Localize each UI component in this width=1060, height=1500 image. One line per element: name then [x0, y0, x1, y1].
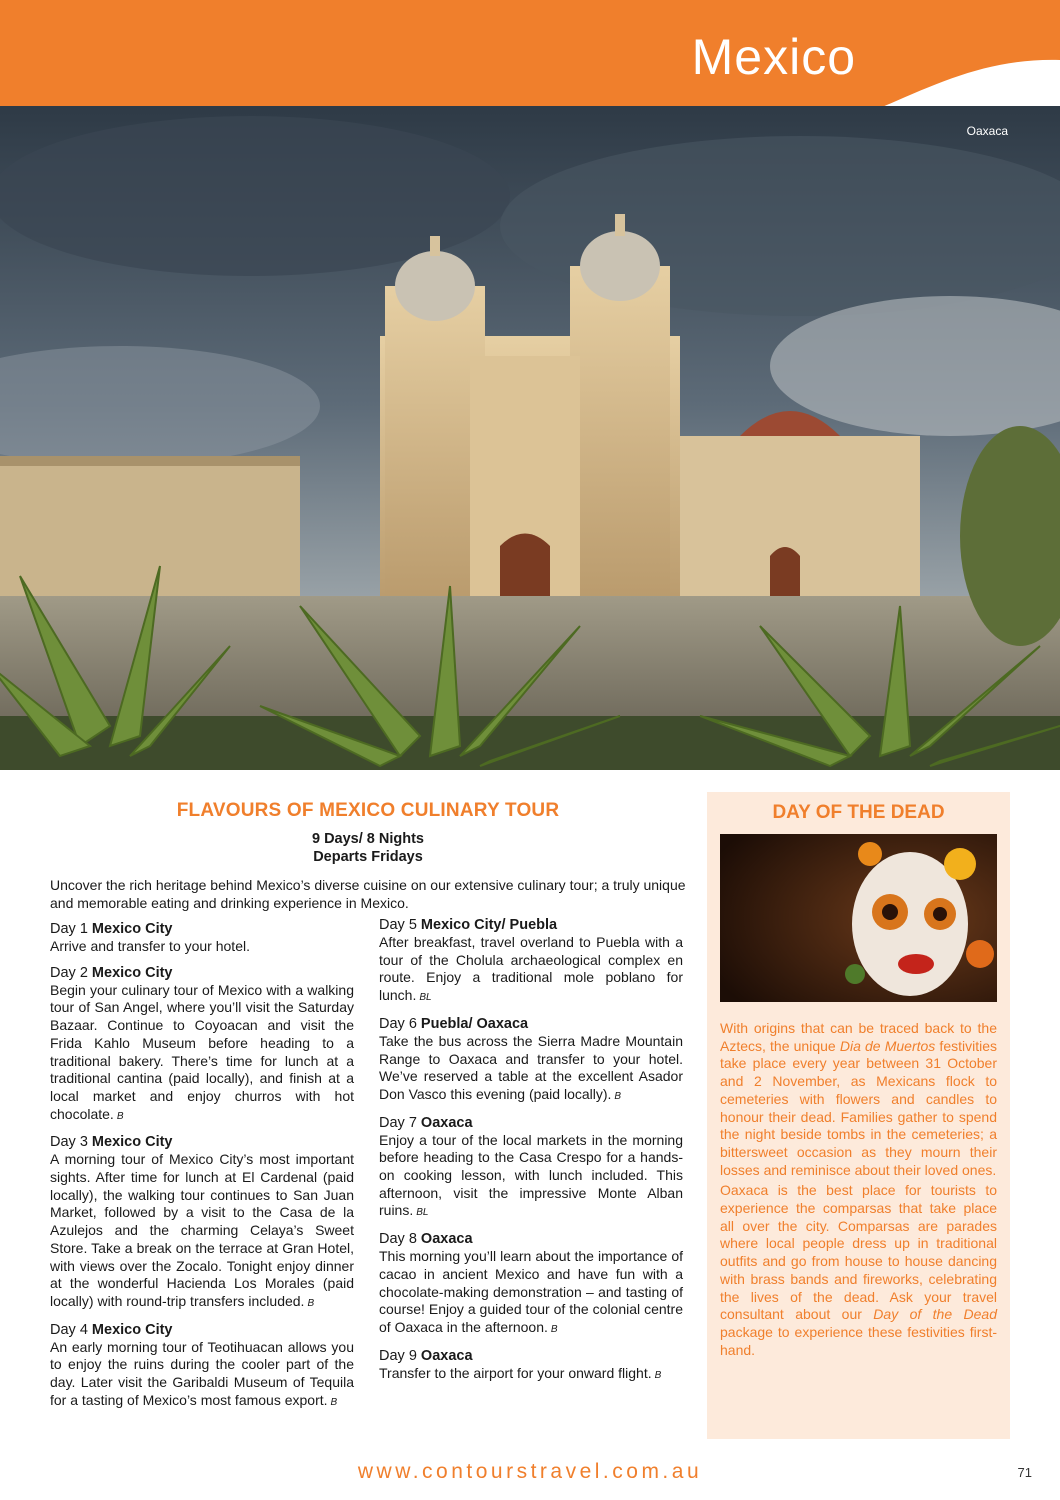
meal-code: B	[116, 1110, 124, 1122]
itinerary-day	[379, 1347, 683, 1385]
day-of-the-dead-panel	[707, 792, 1010, 1439]
tour-departs: Departs Fridays	[313, 849, 423, 865]
day-heading: Day 4 Mexico City	[50, 1321, 173, 1338]
meal-code: B	[614, 1090, 622, 1102]
tour-duration: 9 Days/ 8 Nights	[311, 831, 424, 847]
itinerary-day	[50, 964, 354, 1126]
day-heading: Day 7 Oaxaca	[379, 1114, 473, 1131]
tour-summary	[50, 830, 686, 866]
page-header	[0, 0, 1060, 108]
day-heading: Day 2 Mexico City	[50, 964, 173, 981]
day-heading: Day 1 Mexico City	[50, 921, 173, 937]
country-title: Mexico	[691, 29, 856, 85]
cathedral-photo	[0, 106, 1060, 770]
photo-caption: Oaxaca	[966, 124, 1008, 138]
itinerary-day	[379, 1015, 683, 1106]
day-description: An early morning tour of Teotihuacan allows you to enjoy the ruins during the cooler part of the day. Later visit the Garibaldi Museum of Tequila for a tasting of Mexico’s most famous export. B	[50, 1338, 354, 1408]
sidebar-paragraph: With origins that can be traced back to the Aztecs, the unique Dia de Muertos festivities take place every year between 31 October and 2 November, as Mexicans flock to cemeteries with flowers and candles to honour their dead. Families gather to spend the night beside tombs in the cemeteries; a bittersweet occasion as they mourn their losses and reminisce about their loved ones.	[720, 1020, 997, 1178]
sugar-skull-image	[720, 834, 997, 1002]
day-description: Begin your culinary tour of Mexico with a walking tour of San Angel, where you’ll visit the Saturday Bazaar. Continue to Coyoacan and visit the Frida Kahlo Museum before heading to a traditional bakery. There’s time for lunch at a traditional cantina (paid locally), and finish at a local market and enjoy churros with hot chocolate. B	[50, 981, 354, 1122]
sidebar-title: DAY OF THE DEAD	[772, 802, 945, 823]
itinerary-day	[379, 1230, 683, 1339]
itinerary-day	[50, 920, 354, 956]
day-heading: Day 8 Oaxaca	[379, 1231, 473, 1248]
day-description: Arrive and transfer to your hotel.	[50, 938, 250, 954]
day-heading: Day 9 Oaxaca	[379, 1347, 473, 1364]
tour-intro: Uncover the rich heritage behind Mexico’s diverse cuisine on our extensive culinary tour; a truly unique and memorable eating and drinking experience in Mexico.	[50, 877, 686, 911]
sugar-skull-photo	[720, 834, 997, 1002]
tour-section	[50, 800, 686, 1408]
page-number: 71	[1017, 1465, 1032, 1480]
day-description: This morning you’ll learn about the importance of cacao in ancient Mexico and have fun with a chocolate-making demonstration – and tasting of course! Enjoy a guided tour of the colonial centre of Oaxaca in the afternoon. B	[379, 1248, 683, 1335]
meal-code: B	[330, 1396, 338, 1408]
meal-code: B	[654, 1369, 662, 1381]
meal-code: B	[307, 1297, 315, 1309]
itinerary-day	[50, 1133, 354, 1312]
meal-code: BL	[419, 992, 432, 1004]
day-description: A morning tour of Mexico City’s most important sights. After time for lunch at El Cardenal (paid locally), the walking tour continues to San Juan Market, followed by a visit to the Casa de la Azulejos and the charming Celaya’s Sweet Store. Take a break on the terrace at Gran Hotel, with views over the Zocalo. Tonight enjoy dinner at the wonderful Hacienda Los Morales (paid locally) with round-trip transfers included. B	[50, 1151, 354, 1309]
meal-code: B	[550, 1323, 558, 1335]
meal-code: BL	[416, 1207, 429, 1219]
day-heading: Day 3 Mexico City	[50, 1134, 173, 1151]
sidebar-text	[720, 1020, 997, 1362]
day-description: Enjoy a tour of the local markets in the morning before heading to the Casa Crespo for a hands-on cooking lesson, with lunch included. This afternoon, visit the impressive Monte Alban ruins. BL	[379, 1131, 683, 1219]
sidebar-paragraph: Oaxaca is the best place for tourists to experience the comparsas that take place all over the city. Comparsas are parades where local people dress up in traditional outfits and go from house to house dancing with brass bands and fireworks, celebrating the lives of the dead. Ask your travel consultant about our Day of the Dead package to experience these festivities first-hand.	[720, 1182, 998, 1358]
day-description: Transfer to the airport for your onward flight. B	[379, 1364, 662, 1381]
tour-title: FLAVOURS OF MEXICO CULINARY TOUR	[176, 800, 560, 821]
itinerary-day	[379, 916, 683, 1007]
itinerary-column-left	[50, 920, 354, 1419]
itinerary-day	[379, 1114, 683, 1223]
day-description: Take the bus across the Sierra Madre Mountain Range to Oaxaca and transfer to your hotel. We’ve reserved a table at the excellent Asador Don Vasco this evening (paid locally). B	[379, 1032, 683, 1102]
header-banner	[0, 0, 1060, 108]
day-heading: Day 5 Mexico City/ Puebla	[379, 917, 558, 933]
itinerary-day	[50, 1321, 354, 1412]
day-heading: Day 6 Puebla/ Oaxaca	[379, 1015, 529, 1032]
website-link[interactable]: www.contourstravel.com.au	[357, 1460, 703, 1483]
hero-photo	[0, 106, 1060, 770]
day-description: After breakfast, travel overland to Puebla with a tour of the Cholula archaeological complex en route. Enjoy a traditional mole poblano for lunch. BL	[379, 934, 683, 1004]
itinerary-column-right	[379, 916, 683, 1392]
